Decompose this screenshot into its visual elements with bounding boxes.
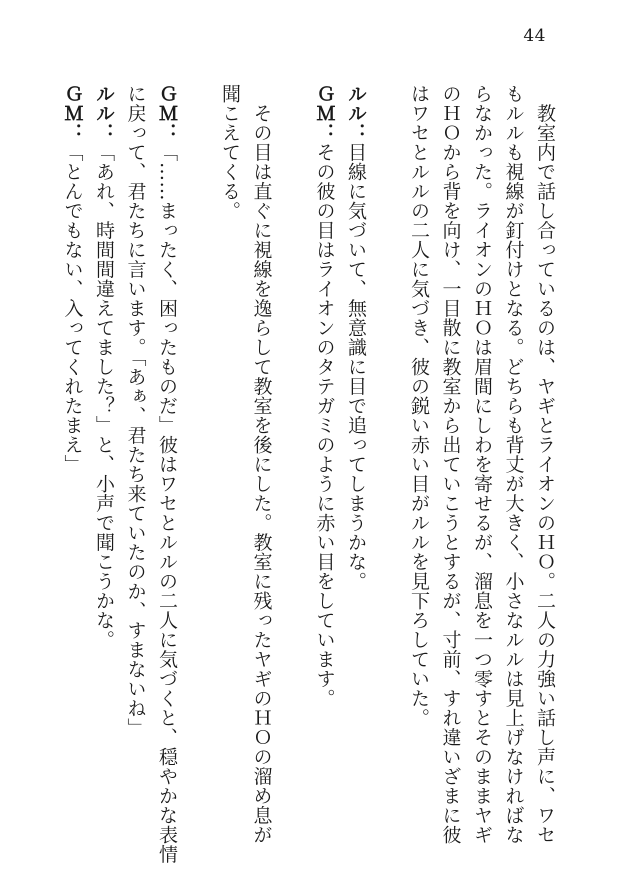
dialog-line xyxy=(56,84,88,844)
narration-line: 教室内で話し合っているのは、ヤギとライオンのＨＯ。二人の力強い話し声に、ワセ xyxy=(534,84,556,845)
dialog-text: 「とんでもない、入ってくれたまえ」 xyxy=(61,142,84,474)
speaker-label: ＧＭ： xyxy=(313,84,336,143)
dialog-line xyxy=(151,84,183,864)
speaker-label: ＧＭ： xyxy=(156,84,178,143)
dialog-text: 「あれ、時間間違えてました？」と、小声で聞こうかな。 xyxy=(93,142,115,650)
narration-line: その目は直ぐに視線を逸らして教室を後にした。教室に残ったヤギのＨＯの溜め息が xyxy=(250,84,273,845)
narration-line: らなかった。ライオンのＨＯは眉間にしわを寄せるが、溜息を一つ零すとそのままヤギ xyxy=(471,84,493,845)
blank-line xyxy=(371,84,403,844)
dialog-text: 「……まったく、困ったものだ」彼はワセとルルの二人に気づくと、穏やかな表情 xyxy=(156,142,178,864)
dialog-text: その彼の目はライオンのタテガミのように赤い目をしています。 xyxy=(313,142,336,708)
narration-line: のＨＯから背を向け、一目散に教室から出ていこうとするが、寸前、すれ違いざまに彼 xyxy=(439,84,462,845)
blank-line xyxy=(277,84,309,844)
blank-line xyxy=(182,84,214,844)
speaker-label: ルル： xyxy=(93,84,115,143)
narration-line: 聞こえてくる。 xyxy=(219,84,241,221)
narration-line: もルルも視線が釘付けとなる。どちらも背丈が大きく、小さなルルは見上げなければな xyxy=(502,84,525,845)
page-number: 44 xyxy=(523,26,546,46)
dialog-text: 目線に気づいて、無意識に目で追ってしまうかな。 xyxy=(345,142,367,591)
dialog-continuation-line: に戻って、君たちに言います。「あぁ、君たち来ていたのか、すまないね」 xyxy=(124,84,147,738)
dialog-line xyxy=(340,84,372,844)
body-text xyxy=(56,84,560,864)
speaker-label: ルル： xyxy=(345,84,367,143)
speaker-label: ＧＭ： xyxy=(61,84,84,143)
dialog-line xyxy=(308,84,340,844)
narration-line: はワセとルルの二人に気づき、彼の鋭い赤い目がルルを見下ろしていた。 xyxy=(408,84,430,728)
dialog-line xyxy=(88,84,120,844)
